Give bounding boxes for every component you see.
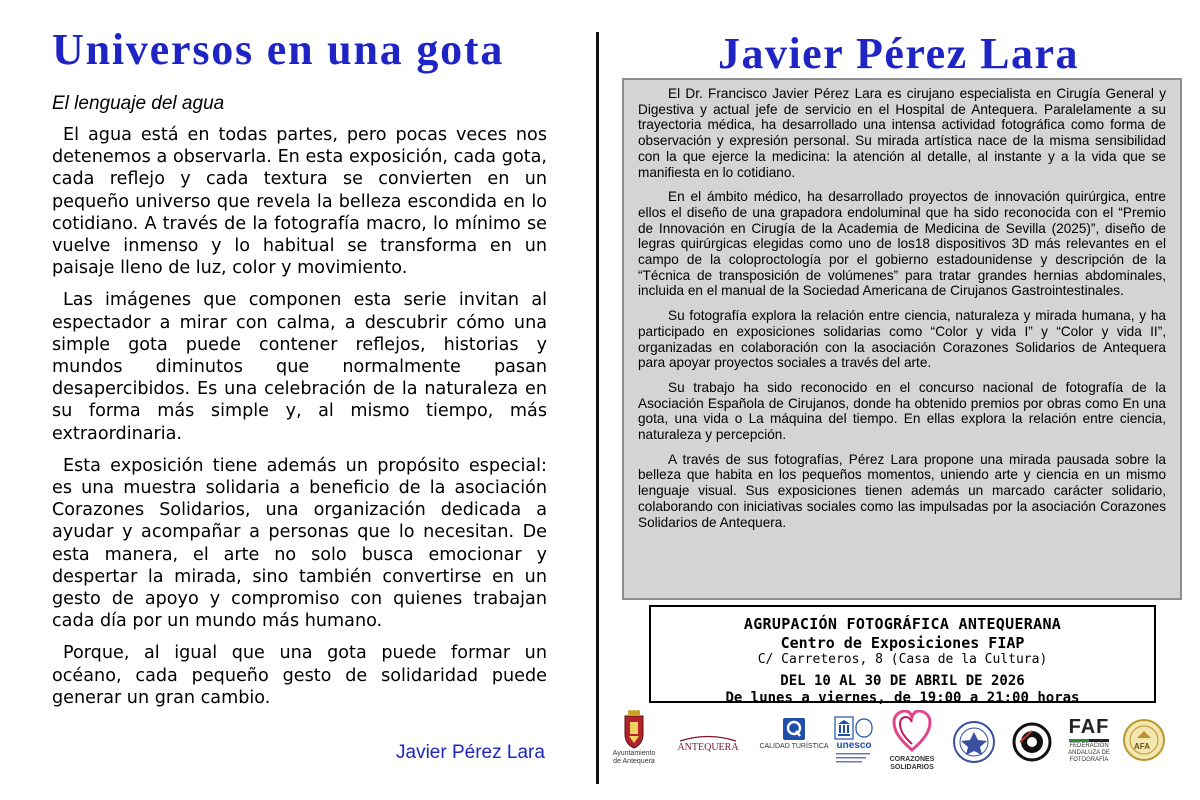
right-title: Javier Pérez Lara <box>717 29 1080 78</box>
corazones-caption-1: CORAZONES <box>889 756 935 763</box>
exhibition-paragraph: El agua está en todas partes, pero pocas veces nos detenemos a observarla. En esta exposición, cada gota, cada reflejo y cada textura se convierten en un pequeño universo que revela la belleza escondida en lo cotidiano. A través de la fotografía macro, lo mínimo se vuelve inmenso y lo habitual se transforma en un paisaje lleno de luz, color y movimiento. <box>52 125 547 279</box>
seal-emblem-icon <box>952 720 996 764</box>
antequera-arc-icon <box>678 734 738 742</box>
author-signature: Javier Pérez Lara <box>396 742 545 763</box>
coat-of-arms-icon <box>619 710 649 750</box>
bio-paragraph: En el ámbito médico, ha desarrollado proyectos de innovación quirúrgica, entre ellos el diseño de una grapadora endoluminal que ha sido reconocida con el “Premio de Innovación en Cirugía de la Academia de Medicina de Sevilla (2025)”, diseño de legras quirúrgicas elegidas como uno de los18 dispositivos 3D más relevantes en el campo de la coloproctología por el gobierno estadounidense y descripción de la “Técnica de transposición de volúmenes” para tratar grandes hernias abdominales, incluida en el manual de la Sociedad Americana de Cirujanos Gastrointestinales. <box>638 189 1166 299</box>
bio-paragraph: A través de sus fotografías, Pérez Lara propone una mirada pausada sobre la belleza que habita en los pequeños momentos, uniendo arte y ciencia en un mismo lenguaje visual. Sus exposiciones tienen además un marcado carácter solidario, colaborando con iniciativas sociales como las impulsadas por la asociación Corazones Solidarios de Antequera. <box>638 451 1166 530</box>
exhibition-text <box>52 124 547 719</box>
exhibition-info-box <box>649 605 1156 706</box>
afa-word: AFA <box>1134 742 1150 751</box>
ayuntamiento-caption-1: Ayuntamiento <box>612 750 656 757</box>
corazones-solidarios-logo <box>888 710 936 772</box>
afa-emblem-icon <box>1122 718 1166 762</box>
antequera-logo <box>674 734 742 753</box>
exhibition-paragraph: Porque, al igual que una gota puede formar un océano, cada pequeño gesto de solidaridad puede generar un gran cambio. <box>52 643 547 708</box>
faf-word: FAF <box>1068 716 1110 738</box>
bio-paragraph: Su trabajo ha sido reconocido en el concurso nacional de fotografía de la Asociación Española de Cirujanos, donde ha obtenido premios por obras como En una gota, una vida o La máquina del tiempo. En ellas explora la relación entre ciencia, naturaleza y percepción. <box>638 379 1166 443</box>
ayuntamiento-logo <box>606 710 662 766</box>
unesco-fine-print-icon <box>834 751 874 765</box>
bio-paragraph: Su fotografía explora la relación entre ciencia, naturaleza y mirada humana, y ha participado en exposiciones solidarias como “Color y vida I” y “Color y vida II”, organizadas en colaboración con la asociación Corazones Solidarios de Antequera para apoyar proyectos sociales a través del arte. <box>638 308 1166 371</box>
afa-logo <box>1120 718 1168 762</box>
column-divider <box>596 32 599 784</box>
exhibition-paragraph: Las imágenes que componen esta serie invitan al espectador a mirar con calma, a descubrir cómo una simple gota puede contener reflejos, historias y mundos diminutos que normalmente pasan desapercibidos. Es una celebración de la naturaleza en su forma más simple y, al mismo tiempo, más extraordinaria. <box>52 290 547 444</box>
unesco-word: unesco <box>836 740 872 751</box>
venue-address: C/ Carreteros, 8 (Casa de la Cultura) <box>757 652 1048 667</box>
heart-icon <box>892 710 932 756</box>
calidad-turistica-logo <box>756 718 832 751</box>
calidad-caption: CALIDAD TURÍSTICA <box>759 743 829 750</box>
unesco-logo <box>832 716 876 765</box>
quality-q-icon <box>783 718 805 740</box>
exhibition-dates: DEL 10 AL 30 DE ABRIL DE 2026 <box>780 673 1025 689</box>
aperture-logo <box>1010 722 1054 762</box>
unesco-temple-icon <box>834 716 874 740</box>
corazones-caption-2: SOLIDARIOS <box>890 764 934 771</box>
left-subtitle: El lenguaje del agua <box>52 93 225 114</box>
faf-caption-3: FOTOGRAFÍA <box>1069 757 1109 763</box>
bio-paragraph: El Dr. Francisco Javier Pérez Lara es cirujano especialista en Cirugía General y Digestiva y actual jefe de servicio en el Hospital de Antequera. Paralelamente a su trayectoria médica, ha desarrollado una intensa actividad fotográfica como forma de observación y expresión personal. Su mirada artística nace de la misma sensibilidad con la que ejerce la medicina: la atención al detalle, al instante y a la vida que se manifiesta en lo cotidiano. <box>638 86 1166 180</box>
biography-box <box>622 78 1182 600</box>
left-title: Universos en una gota <box>52 25 505 74</box>
organization-name: AGRUPACIÓN FOTOGRÁFICA ANTEQUERANA <box>743 615 1062 633</box>
seal-logo <box>950 720 998 764</box>
sponsor-logos <box>606 710 1196 796</box>
antequera-word: ANTEQUERA <box>677 742 739 753</box>
faf-logo <box>1066 716 1112 764</box>
ayuntamiento-caption-2: de Antequera <box>613 758 655 765</box>
exhibition-paragraph: Esta exposición tiene además un propósito especial: es una muestra solidaria a beneficio de la asociación Corazones Solidarios, una organización dedicada a ayudar y acompañar a personas que lo necesitan. De esta manera, el arte no solo busca emocionar y despertar la mirada, sino también convertirse en un gesto de apoyo y compromiso con quienes trabajan cada día por un mundo más humano. <box>52 455 547 632</box>
opening-hours: De lunes a viernes, de 19:00 a 21:00 horas <box>725 690 1080 706</box>
faf-caption-2: ANDALUZA DE <box>1068 750 1110 756</box>
venue-name: Centro de Exposiciones FIAP <box>780 634 1025 652</box>
faf-caption-1: FEDERACIÓN <box>1069 743 1109 749</box>
camera-aperture-icon <box>1012 722 1052 762</box>
